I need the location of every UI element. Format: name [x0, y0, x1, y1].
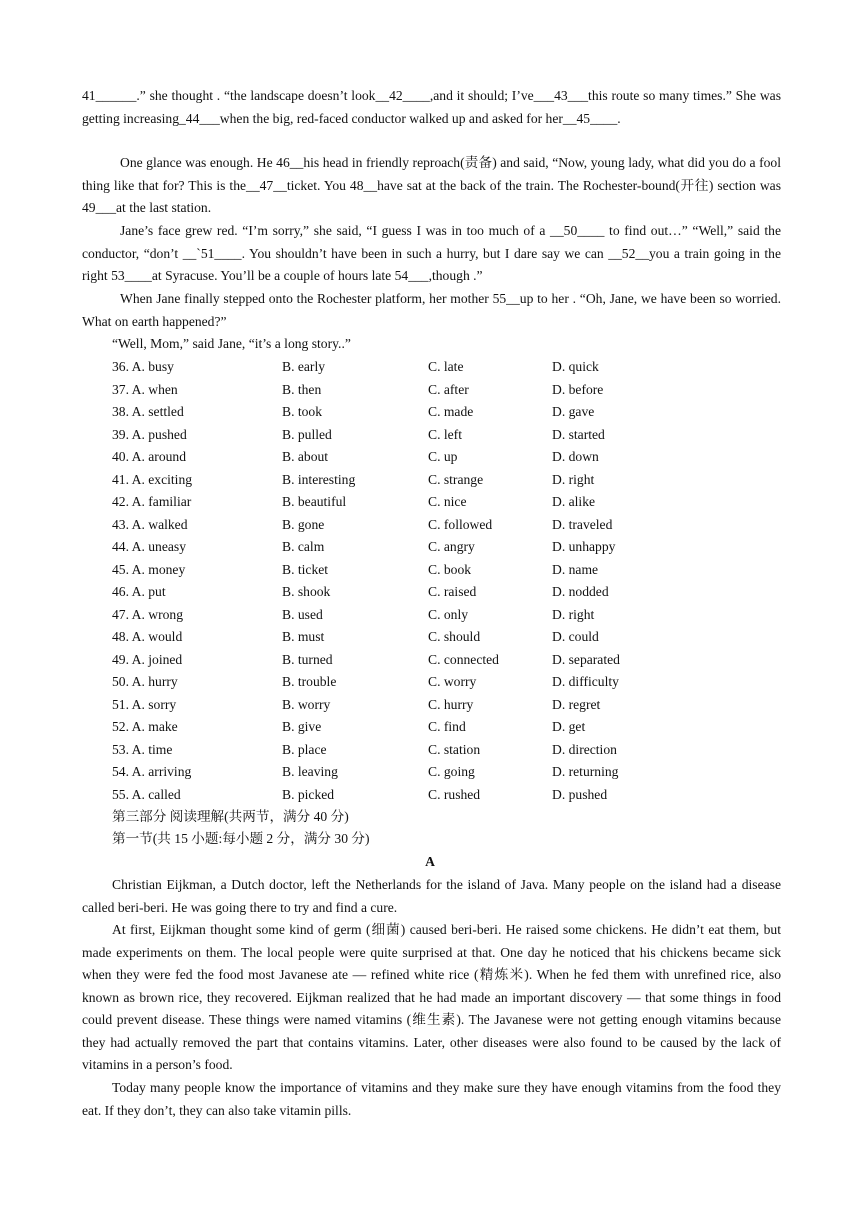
- option-choice: 39. A. pushed: [112, 426, 187, 442]
- option-row: [112, 626, 712, 649]
- option-choice: B. shook: [282, 584, 331, 599]
- option-choice: D. direction: [552, 741, 617, 757]
- option-choice: 44. A. uneasy: [112, 539, 187, 554]
- option-choice: C. nice: [428, 494, 467, 509]
- option-choice: D. alike: [552, 494, 596, 509]
- option-choice: D. get: [552, 719, 586, 734]
- option-choice: C. worry: [428, 674, 477, 689]
- option-choice: B. leaving: [282, 764, 338, 779]
- option-choice: B. pulled: [282, 426, 332, 442]
- option-choice: B. beautiful: [282, 494, 347, 509]
- option-choice: D. down: [552, 449, 599, 464]
- option-row: [112, 356, 712, 379]
- option-choice: B. took: [282, 404, 323, 419]
- option-choice: B. gone: [282, 516, 325, 532]
- option-choice: B. interesting: [282, 471, 356, 487]
- option-choice: C. going: [428, 764, 475, 779]
- option-choice: 54. A. arriving: [112, 764, 192, 779]
- option-row: [112, 784, 712, 807]
- section-heading-sub1: 第一节(共 15 小题:每小题 2 分，满分 30 分): [112, 831, 370, 846]
- option-choice: D. could: [552, 629, 599, 644]
- option-choice: C. find: [428, 719, 466, 734]
- option-choice: 53. A. time: [112, 741, 173, 757]
- option-choice: 46. A. put: [112, 584, 166, 599]
- option-choice: D. before: [552, 381, 604, 397]
- option-choice: C. angry: [428, 539, 475, 554]
- option-choice: 43. A. walked: [112, 516, 188, 532]
- option-choice: B. early: [282, 359, 326, 374]
- option-row: [112, 536, 712, 559]
- option-choice: 55. A. called: [112, 786, 181, 802]
- option-choice: B. worry: [282, 696, 331, 712]
- option-row: [112, 446, 712, 469]
- option-choice: D. gave: [552, 404, 595, 419]
- option-choice: B. ticket: [282, 561, 329, 577]
- option-choice: D. right: [552, 471, 595, 487]
- option-choice: D. traveled: [552, 516, 613, 532]
- option-choice: B. about: [282, 449, 329, 464]
- option-choice: D. unhappy: [552, 539, 616, 554]
- option-choice: 42. A. familiar: [112, 494, 192, 509]
- option-choice: 51. A. sorry: [112, 696, 177, 712]
- option-choice: 40. A. around: [112, 449, 187, 464]
- passage-a-paragraph-3: Today many people know the importance of vitamins and they make sure they have enough vitamins from the food they eat. If they don’t, they can also take vitamin pills.: [82, 1080, 781, 1118]
- option-choice: C. book: [428, 561, 472, 577]
- option-choice: D. pushed: [552, 786, 608, 802]
- option-row: [112, 694, 712, 717]
- option-row: [112, 761, 712, 784]
- option-choice: C. raised: [428, 584, 477, 599]
- passage-a-paragraph-1: Christian Eijkman, a Dutch doctor, left the Netherlands for the island of Java. Many people on the island had a disease called beri-beri. He was going there to try and find a cure.: [82, 877, 781, 915]
- option-choice: D. quick: [552, 359, 599, 374]
- option-choice: 37. A. when: [112, 381, 178, 397]
- option-choice: D. right: [552, 606, 595, 622]
- option-choice: B. used: [282, 606, 323, 622]
- option-choice: C. only: [428, 606, 469, 622]
- story-paragraph-3: Jane’s face grew red. “I’m sorry,” she said, “I guess I was in too much of a __50____ to find out…” “Well,” said the conductor, “don’t __`51____. You shouldn’t have been in such a hurry, but I dare say we can __52__you a train going in the right 53____at Syracuse. You’ll be a couple of hours late 54___,though .”: [82, 223, 781, 283]
- option-choice: D. regret: [552, 696, 601, 712]
- option-row: [112, 604, 712, 627]
- option-choice: B. turned: [282, 651, 333, 667]
- passage-a-paragraph-2: At first, Eijkman thought some kind of germ (细菌) caused beri-beri. He raised some chickens. He didn’t eat them, but made experiments on them. The local people were quite surprised at that. One day he noticed that his chickens became sick when they were fed the food most Javanese ate — refined white rice (精炼米). When he fed them with unrefined rice, also known as brown rice, they recovered. Eijkman realized that he had made an important discovery — that some things in food could prevent disease. These things were named vitamins (维生素). The Javanese were not getting enough vitamins because they had actually removed the part that contains vitamins. Later, other diseases were also found to be caused by the lack of vitamins in a person’s food.: [82, 922, 781, 1072]
- option-choice: D. difficulty: [552, 674, 619, 689]
- passage-letter: A: [425, 854, 435, 869]
- option-choice: D. separated: [552, 651, 620, 667]
- option-row: [112, 424, 712, 447]
- option-row: [112, 671, 712, 694]
- option-choice: D. name: [552, 561, 599, 577]
- option-choice: C. connected: [428, 651, 499, 667]
- option-choice: D. returning: [552, 764, 619, 779]
- option-choice: B. place: [282, 741, 327, 757]
- option-choice: 41. A. exciting: [112, 471, 193, 487]
- option-choice: C. up: [428, 449, 458, 464]
- option-choice: 36. A. busy: [112, 359, 174, 374]
- option-choice: D. started: [552, 426, 605, 442]
- option-row: [112, 581, 712, 604]
- option-choice: 49. A. joined: [112, 651, 183, 667]
- option-row: [112, 379, 712, 402]
- option-choice: 52. A. make: [112, 719, 178, 734]
- option-choice: 50. A. hurry: [112, 674, 178, 689]
- option-choice: B. must: [282, 629, 325, 644]
- option-choice: C. after: [428, 381, 469, 397]
- option-choice: B. trouble: [282, 674, 337, 689]
- option-choice: C. made: [428, 404, 474, 419]
- option-row: [112, 401, 712, 424]
- story-paragraph-1: 41______.” she thought . “the landscape doesn’t look__42____,and it should; I’ve___43___this route so many times.” She was getting increasing_44___when the big, red-faced conductor walked up and asked for her__45____.: [82, 88, 781, 126]
- option-row: [112, 559, 712, 582]
- option-choice: C. station: [428, 741, 481, 757]
- option-choice: C. strange: [428, 471, 484, 487]
- option-choice: C. hurry: [428, 696, 474, 712]
- option-choice: D. nodded: [552, 584, 609, 599]
- option-choice: 48. A. would: [112, 629, 183, 644]
- option-choice: B. calm: [282, 539, 325, 554]
- option-row: [112, 649, 712, 672]
- option-row: [112, 716, 712, 739]
- option-row: [112, 491, 712, 514]
- option-choice: C. should: [428, 629, 481, 644]
- option-choice: 38. A. settled: [112, 404, 184, 419]
- option-choice: B. picked: [282, 786, 335, 802]
- option-choice: C. rushed: [428, 786, 481, 802]
- option-choice: 47. A. wrong: [112, 606, 183, 622]
- option-row: [112, 739, 712, 762]
- story-paragraph-2: One glance was enough. He 46__his head in friendly reproach(责备) and said, “Now, young lady, what did you do a fool thing like that for? This is the__47__ticket. You 48__have sat at the back of the train. The Rochester-bound(开往) section was 49___at the last station.: [82, 155, 781, 215]
- option-choice: C. left: [428, 426, 462, 442]
- options-list: [112, 356, 712, 806]
- story-paragraph-4: When Jane finally stepped onto the Rochester platform, her mother 55__up to her . “Oh, Jane, we have been so worried. What on earth happened?”: [82, 291, 781, 329]
- story-paragraph-5: “Well, Mom,” said Jane, “it’s a long story..”: [112, 336, 351, 351]
- option-row: [112, 469, 712, 492]
- option-row: [112, 514, 712, 537]
- section-heading-part3: 第三部分 阅读理解(共两节，满分 40 分): [112, 809, 349, 824]
- option-choice: B. then: [282, 381, 322, 397]
- option-choice: C. late: [428, 359, 464, 374]
- option-choice: 45. A. money: [112, 561, 186, 577]
- option-choice: B. give: [282, 719, 322, 734]
- option-choice: C. followed: [428, 516, 493, 532]
